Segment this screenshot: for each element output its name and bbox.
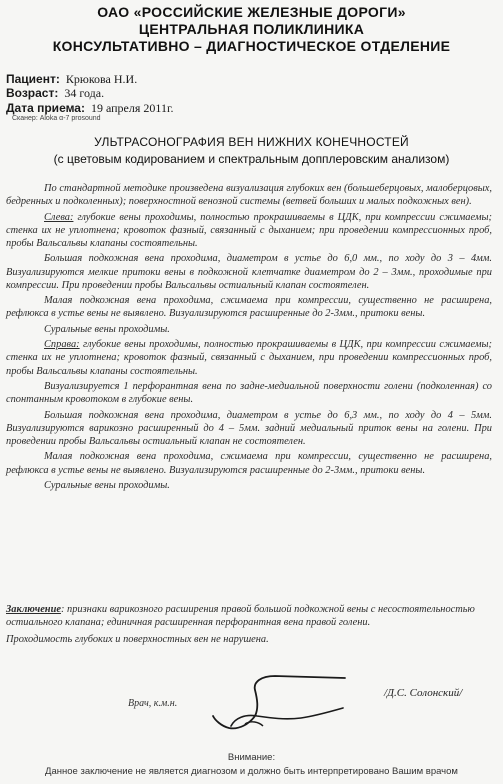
method-paragraph: По стандартной методике произведена визуализация глубоких вен (большеберцовых, малоберцовых, бедренных и подколенных); поверхностной венозной системы (ветвей больших и малых подкожных вен).: [6, 183, 492, 208]
right-sural-paragraph: Суральные вены проходимы.: [44, 479, 170, 491]
visit-date: 19 апреля 2011г.: [90, 101, 174, 115]
org-name: ОАО «РОССИЙСКИЕ ЖЕЛЕЗНЫЕ ДОРОГИ»: [97, 4, 406, 20]
department-name: КОНСУЛЬТАТИВНО – ДИАГНОСТИЧЕСКОЕ ОТДЕЛЕНИЕ: [52, 38, 451, 54]
conclusion-label: Заключение: [6, 604, 61, 615]
left-deep-veins-text: глубокие вены проходимы, полностью прокрашиваемы в ЦДК, при компрессии сжимаемы; стенка их не уплотнена; кровоток фазный, связанный с дыханием; при проведении компрессионных проб, пробы Вальсальвы клапаны состоятельны.: [6, 211, 492, 249]
report-title: УЛЬТРАСОНОГРАФИЯ ВЕН НИЖНИХ КОНЕЧНОСТЕЙ: [94, 135, 409, 149]
left-ssv-paragraph: Малая подкожная вена проходима, сжимаема при компрессии, существенно не расширена, рефлюкса в устье вены не выявлено. Визуализируются расширенные до 2-3мм., притоки вены.: [6, 295, 492, 320]
conclusion-paragraph: [6, 603, 492, 629]
date-row: [6, 101, 174, 116]
patient-age: 34 года.: [64, 86, 105, 100]
right-perforator-paragraph: Визуализируется 1 перфорантная вена по задне-медиальной поверхности голени (подколенная) со спонтанным кровотоком в глубокие вены.: [6, 380, 492, 406]
left-label: Слева:: [44, 211, 74, 223]
age-row: [6, 86, 104, 101]
clinic-name: ЦЕНТРАЛЬНАЯ ПОЛИКЛИНИКА: [138, 21, 365, 37]
handwritten-signature: [205, 668, 355, 738]
right-deep-veins-text: глубокие вены проходимы, полностью прокрашиваемы в ЦДК, при компрессии сжимаемы; стенка их не уплотнена; кровоток фазный, связанный с дыханием, при проведении компрессионных проб, пробы Вальсальвы клапаны состоятельны.: [6, 339, 492, 377]
doctor-name: /Д.С. Солонский/: [384, 687, 463, 699]
patient-name: Крюкова Н.И.: [65, 72, 138, 86]
left-deep-veins-paragraph: [6, 211, 492, 251]
conclusion-patency: Проходимость глубоких и поверхностных вен не нарушена.: [6, 634, 269, 646]
right-gsv-paragraph: Большая подкожная вена проходима, диаметром в устье до 6,3 мм., по ходу до 4 – 5мм. Визуализируются варикозно расширенный до 4 – 5мм. задний медиальный приток вены на голени. При проведении пробы Вальсальвы остиальный клапан не состоятелен.: [6, 409, 492, 447]
age-label: Возраст:: [6, 86, 59, 100]
right-deep-veins-paragraph: [6, 338, 492, 378]
right-ssv-paragraph: Малая подкожная вена проходима, сжимаема при компрессии, существенно не расширена, рефлюкса в устье вены не выявлено. Визуализируются расширенные до 2-3мм., притоки вены.: [6, 451, 492, 476]
right-label: Справа:: [44, 339, 80, 351]
left-gsv-paragraph: Большая подкожная вена проходима, диаметром в устье до 6,0 мм., по ходу до 3 – 4мм. Визуализируются мелкие притоки вены в подкожной клетчатке диаметром до 2 – 3мм., проходимые при компрессии. При проведении пробы Вальсальвы остиальный клапан состоятелен.: [6, 253, 492, 291]
doctor-role: Врач, к.м.н.: [128, 698, 178, 709]
conclusion-block: [6, 603, 492, 651]
report-subtitle: (с цветовым кодированием и спектральным допплеровским анализом): [53, 152, 450, 166]
left-sural-paragraph: Суральные вены проходимы.: [44, 323, 170, 335]
date-label: Дата приема:: [6, 101, 85, 115]
patient-label: Пациент:: [6, 72, 60, 86]
report-body: [6, 182, 492, 494]
notice-text: Данное заключение не является диагнозом и должно быть интерпретировано Вашим врачом: [45, 766, 458, 777]
patient-row: [6, 72, 137, 87]
notice-heading: Внимание:: [227, 752, 276, 763]
scanner-info: Сканер: Aloka α-7 prosound: [12, 115, 101, 122]
conclusion-text: : признаки варикозного расширения правой большой подкожной вены с несостоятельностью остиального клапана; единичная расширенная перфорантная вена правой голени.: [6, 604, 475, 629]
